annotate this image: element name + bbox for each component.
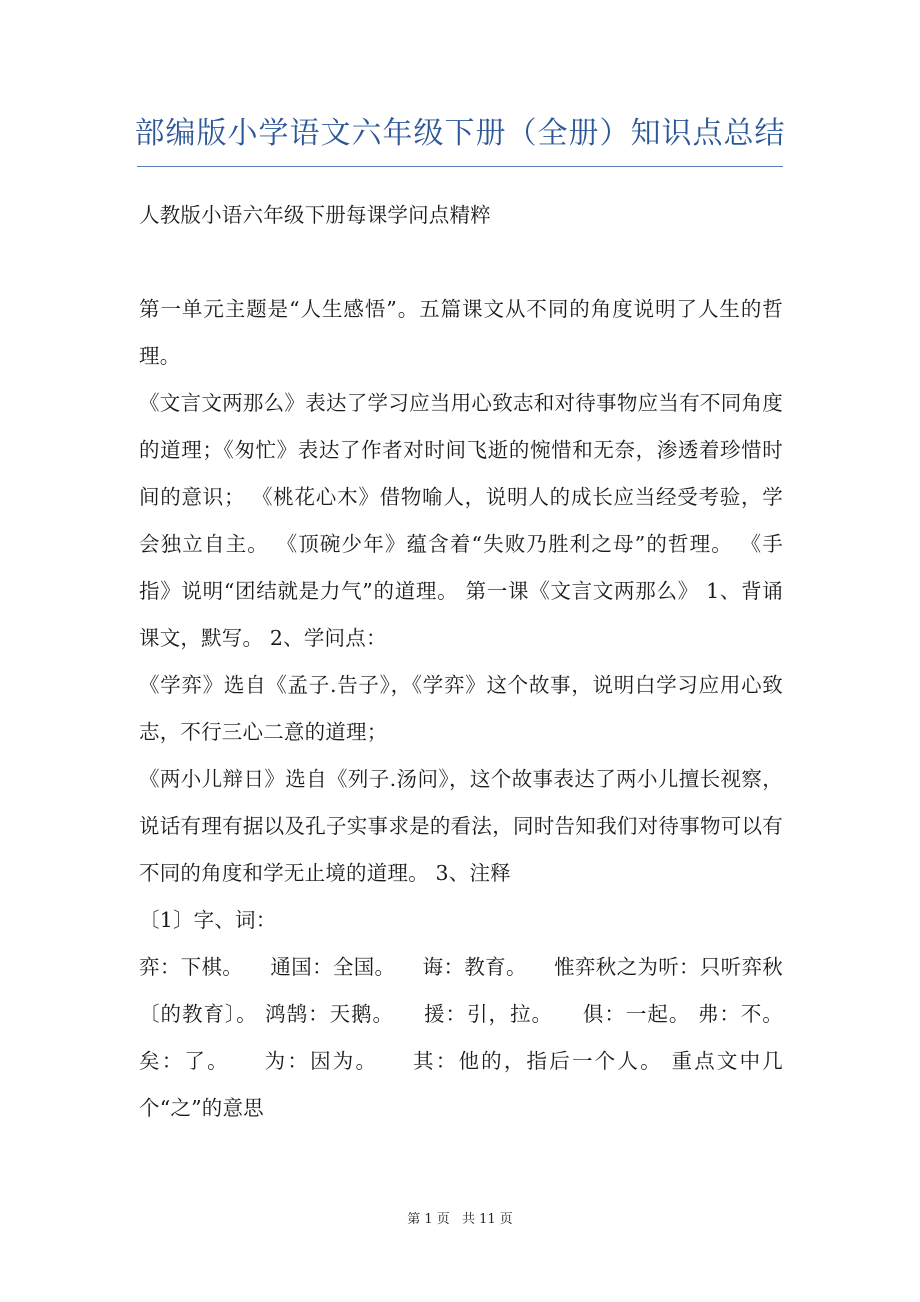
page-number: 第 1 页 [407,1212,450,1227]
title-divider [137,166,783,167]
page-total: 共 11 页 [461,1212,513,1227]
paragraph-words-heading: 〔1〕字、词： [139,908,277,932]
document-body [139,192,810,1132]
paragraph-xueyi: 《学弈》选自《孟子.告子》，《学弈》这个故事，说明白学习应用心致志，不行三心二意的道理； [139,673,783,744]
document-title: 部编版小学语文六年级下册（全册）知识点总结 [134,116,786,151]
paragraph-unit-theme: 第一单元主题是“人生感悟”。五篇课文从不同的角度说明了人生的哲理。 [139,297,783,368]
paragraph-lesson-summary: 《文言文两那么》表达了学习应当用心致志和对待事物应当有不同角度的道理；《匆忙》表达了作者对时间飞逝的惋惜和无奈，渗透着珍惜时间的意识； 《桃花心木》借物喻人，说明人的成长应当经受考验，学会独立自主。 《顶碗少年》蕴含着“失败乃胜利之母”的哲理。 《手指》说明“团结就是力气”的道理。 第一课《文言文两那么》 1、背诵课文，默写。 2、学问点： [139,391,783,650]
paragraph-liangxiaoer: 《两小儿辩日》选自《列子.汤问》，这个故事表达了两小儿擅长视察，说话有理有据以及孔子实事求是的看法，同时告知我们对待事物可以有不同的角度和学无止境的道理。 3、注释 [139,767,783,885]
paragraph-vocabulary: 弈：下棋。 通国：全国。 诲：教育。 惟弈秋之为听：只听弈秋〔的教育〕。 鸿鹄：天鹅。 援：引，拉。 俱：一起。 弗：不。 矣：了。 为：因为。 其：他的，指后一个人。 重点文中几个“之”的意思 [139,955,810,1120]
page-footer [0,1208,920,1227]
document-subtitle: 人教版小语六年级下册每课学问点精粹 [139,203,491,227]
